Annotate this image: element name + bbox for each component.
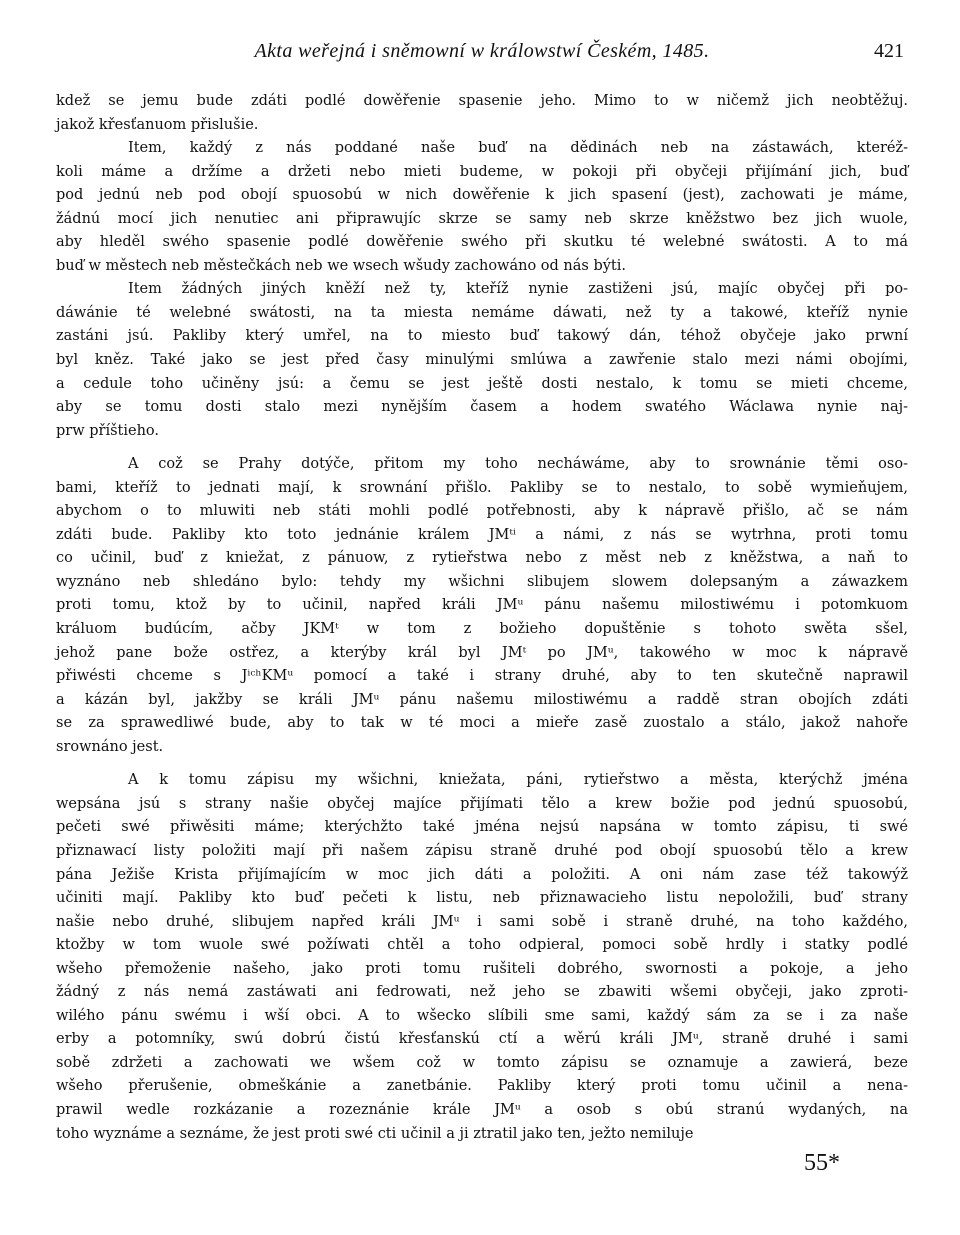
text-line: Item, každý z nás poddané naše buď na dědinách neb na zástawách, kteréž- [128, 140, 908, 157]
text-line: bami, kteříž to jednati mají, k srownání přišlo. Pakliby se to nestalo, to sobě wymieňujem, [56, 479, 908, 496]
text-line: A k tomu zápisu my wšichni, kniežata, páni, rytieřstwo a města, kterýchž jména [128, 772, 908, 789]
text-line: jakož křesťanuom přislušie. [56, 116, 259, 133]
text-line: králuom budúcím, ačby JKMᵗ w tom z božieho dopuštěnie s tohoto swěta sšel, [56, 621, 908, 638]
text-line: zastáni jsú. Pakliby který umřel, na to miesto buď takowý dán, téhož obyčeje jako prwní [56, 328, 908, 345]
text-line: toho wyznáme a seznáme, že jest proti swé cti učinil a ji ztratil jako ten, ježto nemiluje [56, 1125, 694, 1142]
signature-mark: 55* [804, 1150, 840, 1176]
text-line: srownáno jest. [56, 738, 164, 755]
text-line: dáwánie té welebné swátosti, na ta miesta nemáme dáwati, než ty a takowé, kteříž nynie [56, 304, 908, 321]
text-line: wšeho přemoženie našeho, jako proti tomu rušiteli dobrého, swornosti a pokoje, a jeho [56, 960, 908, 977]
text-line: našie nebo druhé, slibujem napřed králi JMᵘ i sami sobě i straně druhé, na toho každého, [56, 913, 908, 930]
text-line: erby a potomníky, swú dobrú čistú křesťanskú ctí a wěrú králi JMᵘ, straně druhé i sami [56, 1031, 908, 1048]
text-line: koli máme a držíme a držeti nebo mieti budeme, w pokoji při obyčeji přijímání jich, buď [56, 163, 908, 180]
text-line: wyznáno neb shledáno bylo: tehdy my wšichni slibujem slowem dolepsaným a záwazkem [56, 573, 908, 590]
paragraph [56, 769, 908, 1146]
text-line: prawil wedle rozkázanie a rozeznánie krále JMᵘ a osob s obú stranú wydaných, na [56, 1101, 908, 1118]
text-line: prw příštieho. [56, 422, 159, 439]
text-line: učiniti mají. Pakliby kto buď pečeti k listu, neb přiznawacieho listu nepoložili, buď strany [56, 890, 908, 907]
text-line: zdáti bude. Pakliby kto toto jednánie králem JMᵗⁱ a námi, z nás se wytrhna, proti tomu [56, 526, 908, 543]
text-line: se za sprawedliwé bude, aby to tak w té moci a mieře zasě zuostalo a stálo, jakož nahoře [56, 715, 908, 732]
text-line: buď w městech neb městečkách neb we wsech wšudy zachowáno od nás býti. [56, 257, 626, 274]
running-header [56, 40, 908, 70]
text-line: wšeho přerušenie, obmeškánie a zanetbánie. Pakliby který proti tomu učinil a nena- [56, 1078, 908, 1095]
text-line: co učinil, buď z kniežat, z pánuow, z rytieřstwa nebo z měst neb z kněžstwa, a naň to [56, 550, 908, 567]
paragraph [56, 137, 908, 278]
text-line: abychom o to mluwiti neb státi mohli podlé potřebnosti, aby k nápravě přišlo, ač se nám [56, 503, 908, 520]
body-text [56, 90, 908, 1146]
text-line: wilého pánu swému i wší obci. A to wšecko slíbili sme sami, každý sám za se i za naše [56, 1007, 908, 1024]
paragraph [56, 278, 908, 443]
page-number: 421 [874, 40, 904, 62]
text-line: kdež se jemu bude zdáti podlé dowěřenie spasenie jeho. Mimo to w ničemž jich neobtěžuj. [56, 93, 908, 109]
paragraph [56, 90, 908, 137]
text-line: přiwésti chceme s JⁱᶜʰKMᵘ pomocí a také i strany druhé, aby to ten skutečně naprawil [56, 668, 908, 685]
text-line: a kázán byl, jakžby se králi JMᵘ pánu našemu milostiwému a raddě stran obojích zdáti [56, 691, 908, 708]
text-line: přiznawací listy položiti mají při našem zápisu straně druhé pod obojí spuosobú tělo a krew [56, 842, 908, 859]
text-line: aby hleděl swého spasenie podlé dowěřenie swého při skutku té welebné swátosti. A to má [56, 234, 908, 251]
text-line: žádnú mocí jich nenutiec ani připrawujíc skrze se samy neb skrze kněžstwo bez jich wuole, [56, 210, 908, 227]
running-title: Akta weřejná i sněmowní w králowstwí Českém, 1485. [254, 40, 710, 62]
text-line: žádný z nás nemá zastáwati ani fedrowati, než jeho se zbawiti wšemi obyčeji, jako zproti- [56, 984, 908, 1001]
text-line: pod jednú neb pod obojí spuosobú w nich dowěřenie k jich spasení (jest), zachowati je máme, [56, 187, 908, 204]
text-line: byl kněz. Také jako se jest před časy minulými smlúwa a zawřenie stalo mezi námi obojími, [56, 352, 908, 369]
text-line: proti tomu, ktož by to učinil, napřed králi JMᵘ pánu našemu milostiwému i potomkuom [56, 597, 908, 614]
text-line: wepsána jsú s strany našie obyčej majíce přijímati tělo a krew božie pod jednú spuosobú, [56, 795, 908, 812]
text-line: jehož pane bože ostřez, a kterýby král byl JMᵗ po JMᵘ, takowého w moc k nápravě [56, 644, 908, 661]
text-line: ktožby w tom wuole swé požíwati chtěl a toho odpieral, pomoci sobě hrdly i statky podlé [56, 937, 908, 954]
text-line: A což se Prahy dotýče, přitom my toho necháwáme, aby to srownánie těmi oso- [128, 456, 908, 473]
paragraph [56, 453, 908, 759]
text-line: pečeti swé přiwěsiti máme; kterýchžto také jména nejsú napsána w tomto zápisu, ti swé [56, 819, 908, 836]
text-line: Item žádných jiných kněží než ty, kteříž nynie zastiženi jsú, majíc obyčej při po- [128, 281, 908, 298]
text-line: a cedule toho učiněny jsú: a čemu se jest ještě dosti nestalo, k tomu se mieti chceme, [56, 375, 908, 392]
text-line: sobě zdržeti a zachowati we wšem což w tomto zápisu se oznamuje a zawierá, beze [56, 1054, 908, 1071]
text-line: aby se tomu dosti stalo mezi nynějším časem a hodem swatého Wáclawa nynie naj- [56, 399, 908, 416]
text-line: pána Ježiše Krista přijímajícím w moc jich dáti a položiti. A oni nám zase též takowýž [56, 866, 908, 883]
